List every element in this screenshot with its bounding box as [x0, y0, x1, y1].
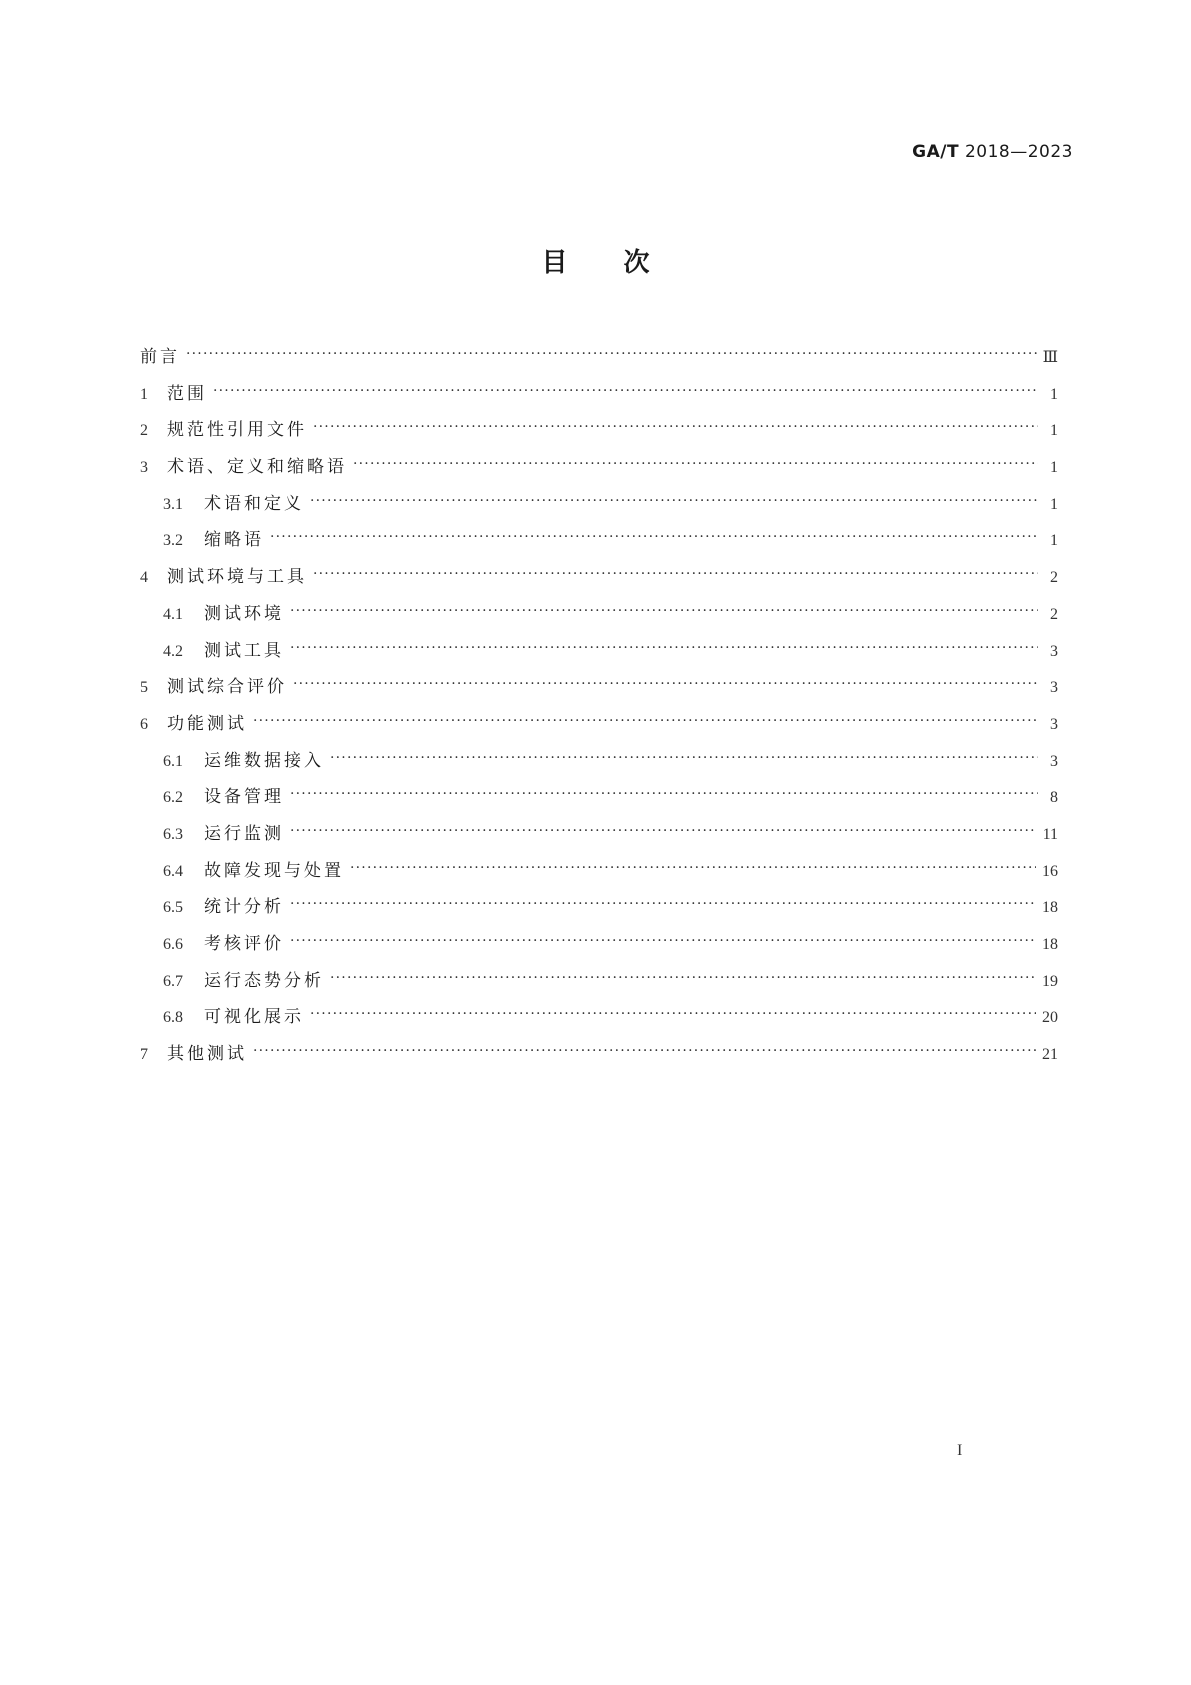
toc-entry-page: 18: [1042, 899, 1058, 917]
toc-dot-leader: [253, 711, 1038, 729]
toc-entry-label: 可视化展示: [204, 1007, 304, 1028]
toc-dot-leader: [186, 344, 1037, 362]
toc-entry-number: 6: [140, 715, 148, 733]
toc-entry-label: 测试工具: [204, 640, 284, 661]
toc-entry-number: 3.2: [163, 532, 183, 550]
toc-entry-2[interactable]: [140, 415, 1058, 452]
toc-dot-leader: [270, 527, 1038, 545]
toc-entry-number: 6.7: [163, 972, 183, 990]
toc-dot-leader: [293, 674, 1038, 692]
toc-entry-6-7[interactable]: [140, 966, 1058, 1003]
toc-entry-number: 3: [140, 459, 148, 477]
page-number: I: [957, 1442, 963, 1459]
toc-dot-leader: [290, 601, 1038, 619]
toc-dot-leader: [290, 821, 1037, 839]
toc-entry-6[interactable]: [140, 709, 1058, 746]
toc-dot-leader: [213, 381, 1038, 399]
toc-entry-number: 6.4: [163, 862, 183, 880]
toc-entry-4-2[interactable]: [140, 636, 1058, 673]
toc-entry-number: 6.6: [163, 936, 183, 953]
toc-dot-leader: [290, 638, 1038, 656]
toc-dot-leader: [310, 491, 1038, 509]
toc-entry-foreword[interactable]: [140, 342, 1058, 379]
toc-entry-label: 范围: [167, 383, 207, 404]
toc-entry-label: 测试综合评价: [167, 677, 287, 698]
toc-entry-label: 统计分析: [204, 897, 284, 918]
toc-entry-label: 规范性引用文件: [167, 420, 307, 441]
toc-entry-page: 3: [1050, 752, 1058, 770]
toc-entry-1[interactable]: [140, 379, 1058, 416]
toc-dot-leader: [313, 564, 1038, 582]
toc-dot-leader: [313, 417, 1038, 435]
standard-prefix: GA/T: [912, 142, 960, 162]
toc-entry-4-1[interactable]: [140, 599, 1058, 636]
toc-entry-number: 3.1: [163, 495, 183, 513]
toc-entry-page: 1: [1050, 385, 1058, 403]
toc-dot-leader: [290, 894, 1036, 912]
toc-entry-3-2[interactable]: [140, 525, 1058, 562]
toc-entry-label: 运维数据接入: [204, 750, 324, 771]
toc-entry-label: 故障发现与处置: [204, 860, 344, 881]
toc-entry-page: 8: [1050, 789, 1058, 807]
toc-entry-page: 2: [1050, 605, 1058, 623]
toc-entry-label: 运行监测: [204, 823, 284, 844]
toc-entry-6-4[interactable]: [140, 856, 1058, 893]
page-title: 目次: [541, 248, 706, 278]
standard-number: 2018—2023: [964, 142, 1073, 162]
toc-entry-5[interactable]: [140, 672, 1058, 709]
toc-dot-leader: [353, 454, 1038, 472]
toc-entry-number: 6.2: [163, 789, 183, 807]
toc-entry-page: 18: [1042, 936, 1058, 953]
toc-entry-page: 20: [1042, 1009, 1058, 1027]
toc-entry-6-8[interactable]: [140, 1002, 1058, 1039]
toc-entry-label: 前言: [140, 347, 180, 367]
toc-dot-leader: [330, 968, 1036, 986]
table-of-contents: [140, 342, 1058, 1076]
toc-entry-page: 1: [1050, 459, 1058, 477]
toc-dot-leader: [253, 1041, 1036, 1059]
toc-entry-number: 2: [140, 422, 148, 440]
toc-entry-6-1[interactable]: [140, 746, 1058, 783]
toc-entry-7[interactable]: [140, 1039, 1058, 1076]
toc-entry-label: 设备管理: [204, 787, 284, 808]
toc-entry-label: 功能测试: [167, 713, 247, 734]
toc-dot-leader: [310, 1004, 1036, 1022]
toc-entry-page: 11: [1042, 825, 1058, 843]
toc-entry-6-2[interactable]: [140, 782, 1058, 819]
toc-entry-label: 术语和定义: [204, 493, 304, 514]
toc-entry-page: 1: [1050, 495, 1058, 513]
toc-entry-label: 运行态势分析: [204, 970, 324, 991]
toc-entry-4[interactable]: [140, 562, 1058, 599]
toc-entry-3[interactable]: [140, 452, 1058, 489]
toc-entry-number: 5: [140, 679, 148, 697]
toc-entry-page: 3: [1050, 715, 1058, 733]
toc-entry-3-1[interactable]: [140, 489, 1058, 526]
toc-entry-number: 7: [140, 1046, 148, 1064]
toc-entry-page: 19: [1042, 972, 1058, 990]
toc-entry-page: 3: [1050, 642, 1058, 660]
toc-entry-page: Ⅲ: [1042, 349, 1058, 366]
toc-entry-page: 16: [1042, 862, 1058, 880]
toc-entry-label: 测试环境与工具: [167, 567, 307, 588]
toc-entry-page: 1: [1050, 422, 1058, 440]
toc-entry-page: 3: [1050, 679, 1058, 697]
standard-code: [912, 142, 1073, 162]
toc-entry-number: 4: [140, 569, 148, 587]
toc-dot-leader: [330, 748, 1038, 766]
toc-entry-number: 6.3: [163, 825, 183, 843]
toc-dot-leader: [290, 931, 1036, 949]
toc-entry-number: 6.8: [163, 1009, 183, 1027]
toc-entry-label: 考核评价: [204, 934, 284, 954]
toc-entry-6-3[interactable]: [140, 819, 1058, 856]
toc-entry-page: 21: [1042, 1046, 1058, 1064]
toc-entry-6-6[interactable]: [140, 929, 1058, 966]
toc-entry-label: 缩略语: [204, 530, 264, 551]
toc-entry-6-5[interactable]: [140, 892, 1058, 929]
toc-entry-number: 6.1: [163, 752, 183, 770]
toc-entry-page: 2: [1050, 569, 1058, 587]
toc-entry-number: 4.2: [163, 642, 183, 660]
toc-entry-label: 其他测试: [167, 1044, 247, 1065]
toc-entry-number: 1: [140, 385, 148, 403]
toc-dot-leader: [350, 858, 1036, 876]
toc-entry-label: 术语、定义和缩略语: [167, 457, 347, 478]
toc-entry-number: 6.5: [163, 899, 183, 917]
toc-entry-number: 4.1: [163, 605, 183, 623]
toc-entry-label: 测试环境: [204, 603, 284, 624]
toc-entry-page: 1: [1050, 532, 1058, 550]
toc-dot-leader: [290, 784, 1038, 802]
